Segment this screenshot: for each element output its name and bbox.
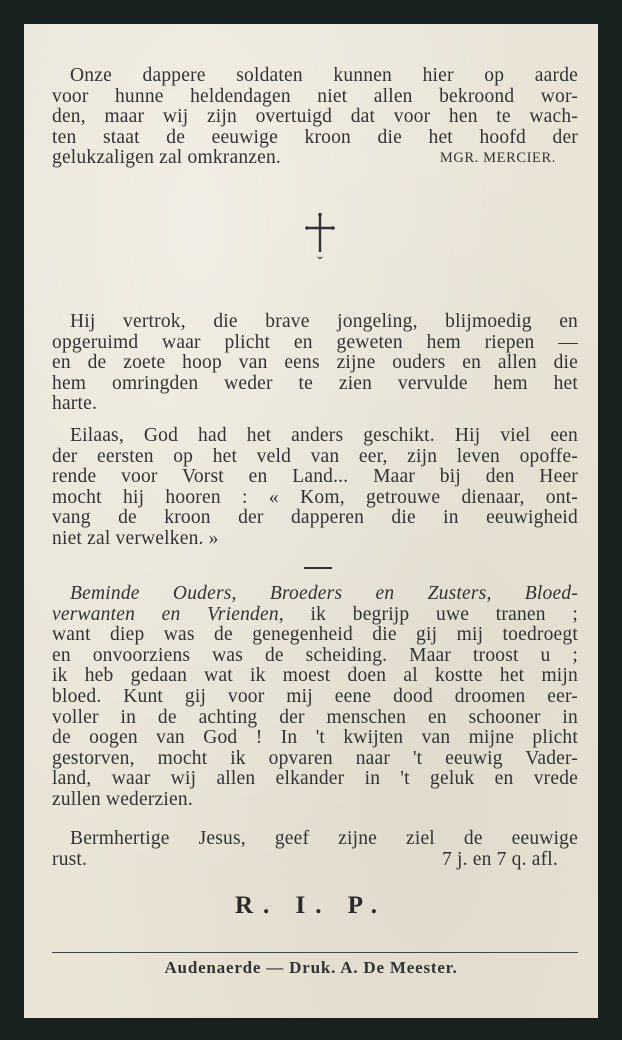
text-line: gestorven, mocht ik opvaren naar 't eeuwig Vader- — [52, 747, 578, 769]
text-line: der eersten op het veld van eer, zijn leven opoffe- — [52, 445, 578, 467]
text-line: bloed. Kunt gij voor mij eene dood droomen eer- — [52, 685, 578, 707]
quote-author: MGR. MERCIER. — [439, 150, 556, 167]
quote-line: den, maar wij zijn overtuigd dat voor hen te wach- — [52, 106, 578, 128]
text-line: de oogen van God ! In 't kwijten van mijne plicht — [52, 727, 578, 749]
text-line: Bermhertige Jesus, geef zijne ziel de eeuwige — [70, 828, 578, 849]
quote-line: voor hunne heldendagen niet allen bekroond wor- — [52, 85, 578, 107]
text-line: ik heb gedaan wat ik moest doen al kostte het mijn — [52, 665, 578, 687]
text-line: niet zal verwelken. » — [52, 527, 219, 549]
text-line: opgeruimd waar plicht en geweten hem riepen — — [52, 331, 578, 353]
text-line: rende voor Vorst en Land... Maar bij den Heer — [52, 466, 578, 488]
divider-rule — [52, 952, 578, 953]
separator-dash — [304, 567, 332, 569]
text-regular: ik begrijp uwe tranen ; — [283, 603, 578, 625]
rip-heading: R. I. P. — [234, 892, 387, 919]
text-line: Beminde Ouders, Broeders en Zusters, Bloed- — [70, 583, 578, 604]
text-line: voller in de achting der menschen en schooner in — [52, 706, 578, 728]
paragraph-farewell — [52, 584, 578, 811]
text-line: vang de kroon der dapperen die in eeuwigheid — [52, 507, 578, 529]
text-line: hem omringden weder te zien vervulde hem het — [52, 372, 578, 394]
printer-imprint: Audenaerde — Druk. A. De Meester. — [164, 958, 458, 977]
text-line: en onvoorziens was de scheiding. Maar troost u ; — [52, 644, 578, 666]
text-line-mixed — [52, 605, 578, 626]
text-line: mocht hij hooren : « Kom, getrouwe dienaar, ont- — [52, 486, 578, 508]
quote-line: Onze dappere soldaten kunnen hier op aarde — [70, 65, 578, 86]
closing-prayer — [52, 829, 578, 870]
quote-line: ten staat de eeuwige kroon die het hoofd der — [52, 126, 578, 148]
text-line: harte. — [52, 393, 98, 415]
card-paper — [24, 24, 598, 1018]
text-italic: verwanten en Vrienden, — [52, 603, 284, 625]
text-line: land, waar wij allen elkander in 't geluk en vrede — [52, 768, 578, 790]
text-line: rust. — [52, 848, 88, 870]
paragraph-departure — [52, 312, 578, 415]
text-line: zullen wederzien. — [52, 788, 193, 810]
quote-line: gelukzaligen zal omkranzen. — [52, 147, 282, 169]
cross-icon — [304, 212, 336, 264]
text-line: want diep was de genegenheid die gij mij toedroegt — [52, 624, 578, 646]
indulgence-note: 7 j. en 7 q. afl. — [441, 848, 558, 870]
prayer-last-row — [52, 850, 578, 871]
paragraph-fallen — [52, 426, 578, 550]
opening-quote — [52, 66, 578, 169]
quote-last-row — [52, 148, 578, 169]
text-line: Eilaas, God had het anders geschikt. Hij viel een — [70, 425, 578, 446]
text-line: en de zoete hoop van eens zijne ouders en allen die — [52, 352, 578, 374]
text-line: Hij vertrok, die brave jongeling, blijmoedig en — [70, 311, 578, 332]
